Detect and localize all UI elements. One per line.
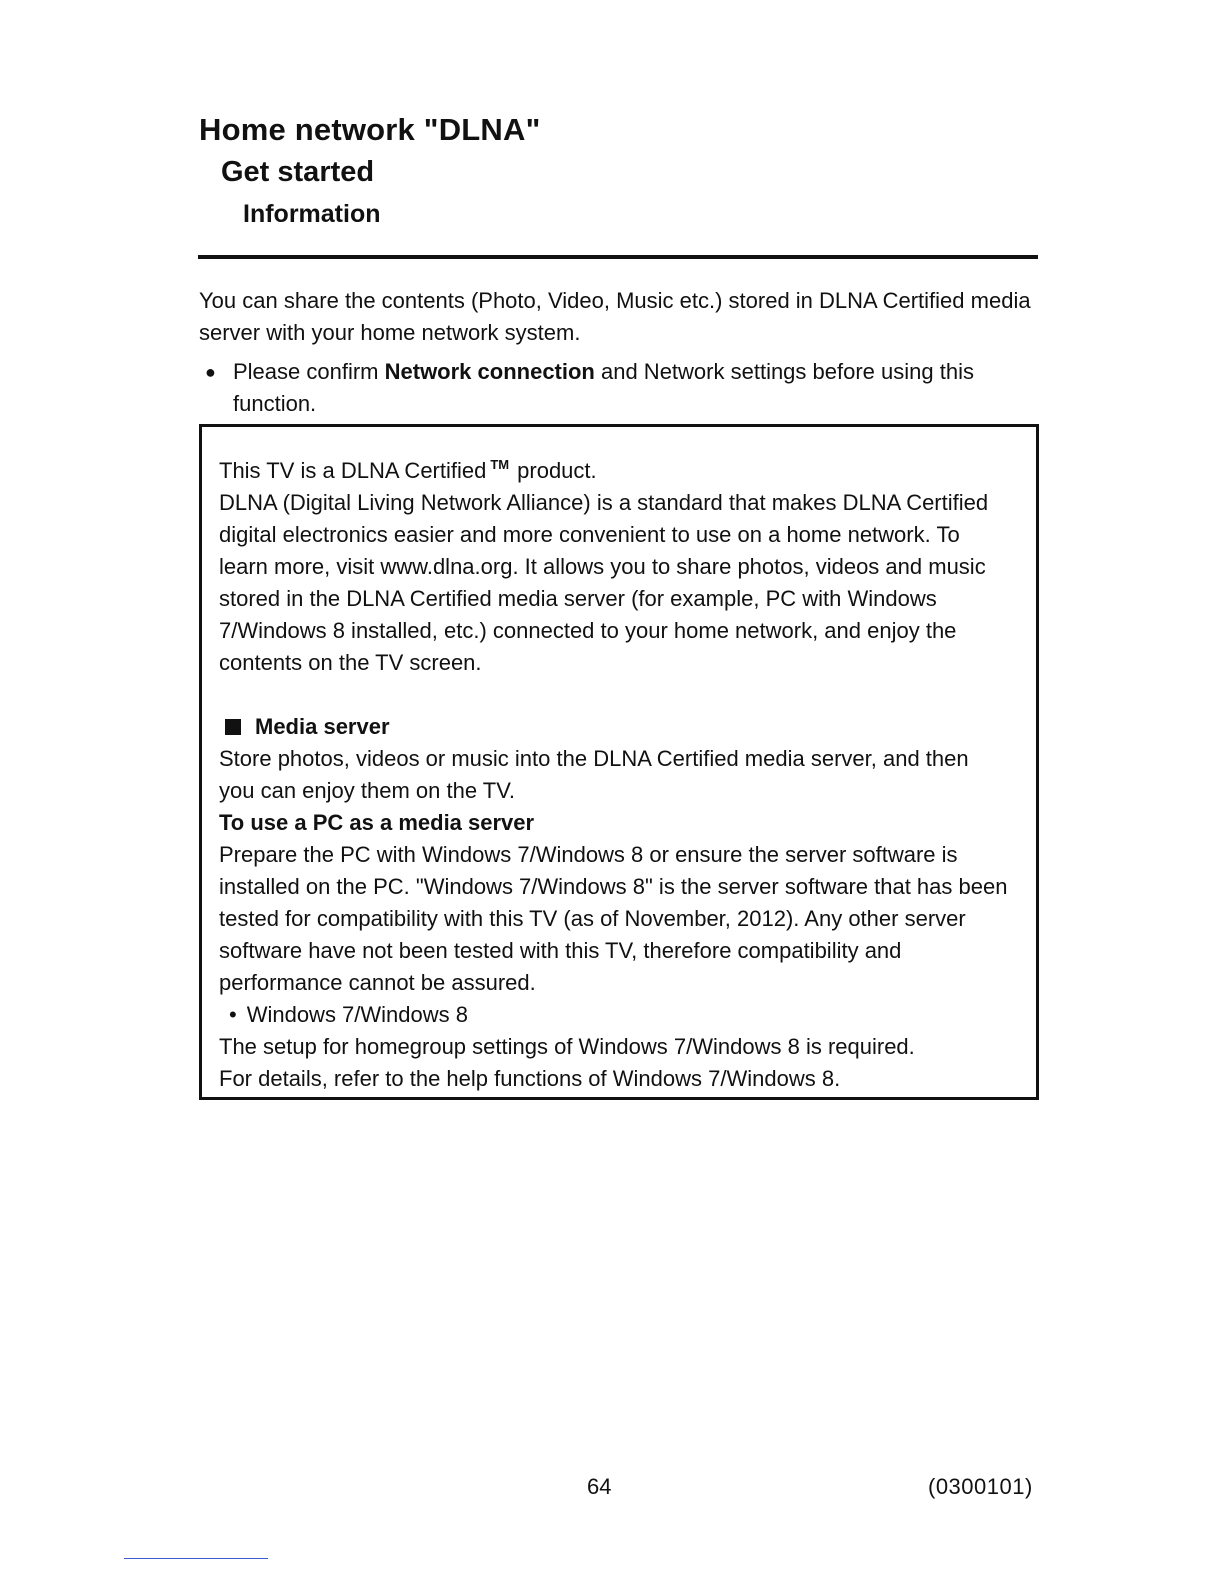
page-title: Home network "DLNA": [199, 112, 541, 147]
document-code: (0300101): [928, 1474, 1033, 1499]
pc-media-server-text: Prepare the PC with Windows 7/Windows 8 or ensure the server software is installed on the PC. "Windows 7/Windows 8" is the server software that has been tested for compatibility with this TV (as of November, 2012). Any other server software have not been tested with this TV, therefore compatibility and performance cannot be assured.: [219, 842, 1008, 995]
media-server-title: Media server: [255, 714, 390, 739]
network-connection-link-text: Network connection: [384, 359, 595, 384]
certification-suffix: product.: [517, 458, 597, 483]
certification-line: [219, 449, 1009, 487]
note-bullet: [199, 356, 1019, 420]
page-number: 64: [587, 1474, 612, 1499]
footer-link-underline: [124, 1558, 268, 1559]
info-box: [199, 424, 1039, 1100]
info-box-content: [219, 449, 1009, 1095]
media-server-heading: [219, 711, 1009, 743]
pc-media-server-title: To use a PC as a media server: [219, 810, 535, 835]
note-bullet-text: [233, 356, 1019, 420]
subsection-title: Information: [243, 200, 381, 228]
note-bullet-prefix: Please confirm: [233, 359, 385, 384]
dlna-description: DLNA (Digital Living Network Alliance) is a standard that makes DLNA Certified digital electronics easier and more convenient to use on a home network. To learn more, visit www.dlna.org. It allows you to share photos, videos and music stored in the DLNA Certified media server (for example, PC with Windows 7/Windows 8 installed, etc.) connected to your home network, and enjoy the contents on the TV screen.: [219, 490, 989, 675]
homegroup-line-2: For details, refer to the help functions of Windows 7/Windows 8.: [219, 1066, 841, 1091]
pc-media-server-heading: [219, 807, 1009, 839]
bullet-dot-icon: ●: [205, 362, 216, 382]
media-server-text: Store photos, videos or music into the DLNA Certified media server, and then you can enjoy them on the TV.: [219, 746, 969, 803]
heading-divider: [198, 255, 1038, 259]
section-title: Get started: [221, 156, 375, 188]
small-bullet-icon: •: [229, 1002, 237, 1027]
os-bullet: [219, 999, 1009, 1031]
spacer: [219, 679, 1009, 711]
note-bullet-suffix: and Network settings before using this function.: [233, 359, 974, 416]
certification-prefix: This TV is a DLNA Certified: [219, 458, 487, 483]
square-bullet-icon: [225, 719, 241, 735]
homegroup-line-1: The setup for homegroup settings of Windows 7/Windows 8 is required.: [219, 1034, 915, 1059]
intro-paragraph: You can share the contents (Photo, Video, Music etc.) stored in DLNA Certified media server with your home network system.: [199, 288, 1031, 345]
os-bullet-text: Windows 7/Windows 8: [246, 1002, 469, 1027]
trademark-symbol: TM: [490, 457, 510, 472]
